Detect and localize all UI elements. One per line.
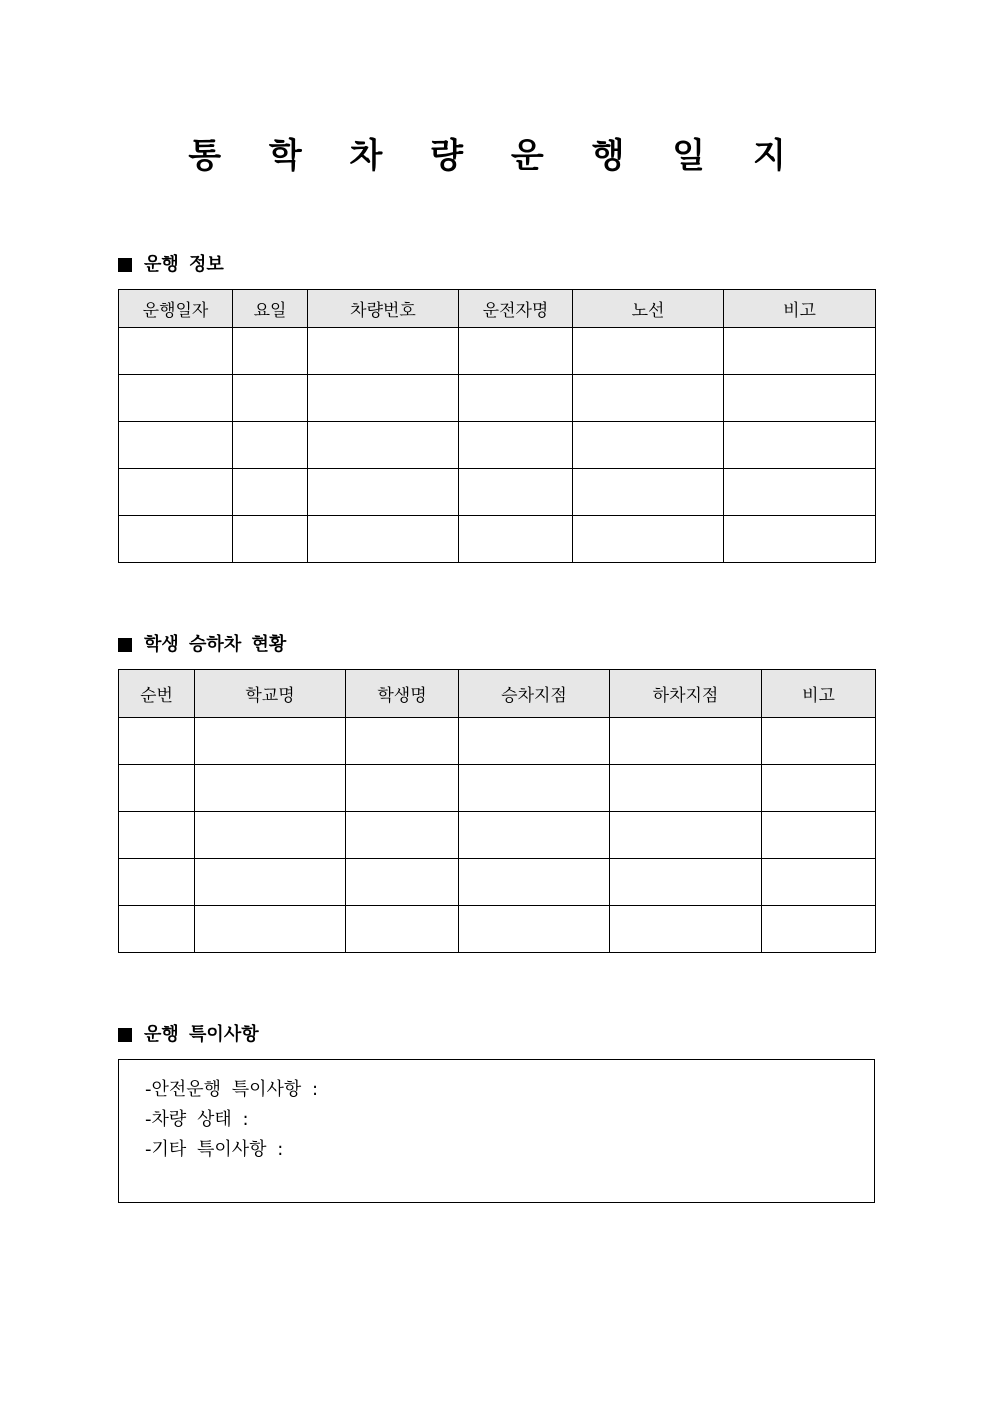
table-cell[interactable] (610, 765, 762, 812)
table-cell[interactable] (573, 516, 724, 563)
table-cell[interactable] (762, 812, 876, 859)
table-cell[interactable] (610, 718, 762, 765)
square-bullet-icon (118, 258, 132, 272)
table-cell[interactable] (195, 859, 346, 906)
table-row (119, 422, 876, 469)
table-row (119, 765, 876, 812)
section-heading-label: 운행 특이사항 (144, 1024, 259, 1045)
table-cell[interactable] (459, 812, 610, 859)
table-cell[interactable] (610, 859, 762, 906)
table-cell[interactable] (762, 765, 876, 812)
table-cell[interactable] (195, 906, 346, 953)
table-row (119, 375, 876, 422)
table-cell[interactable] (308, 328, 459, 375)
table-cell[interactable] (459, 718, 610, 765)
column-header-remarks: 비고 (724, 290, 876, 328)
student-boarding-table (118, 669, 876, 953)
table-cell[interactable] (233, 516, 308, 563)
table-cell[interactable] (195, 718, 346, 765)
note-other-remarks: -기타 특이사항 : (145, 1139, 284, 1160)
table-cell[interactable] (119, 422, 233, 469)
table-cell[interactable] (459, 765, 610, 812)
table-cell[interactable] (724, 375, 876, 422)
table-cell[interactable] (346, 765, 459, 812)
table-cell[interactable] (459, 375, 573, 422)
column-header-alighting-point: 하차지점 (610, 670, 762, 718)
table-row (119, 718, 876, 765)
table-cell[interactable] (308, 422, 459, 469)
table-cell[interactable] (119, 906, 195, 953)
table-cell[interactable] (119, 718, 195, 765)
table-cell[interactable] (573, 469, 724, 516)
column-header-weekday: 요일 (233, 290, 308, 328)
table-row (119, 328, 876, 375)
table-cell[interactable] (459, 906, 610, 953)
table-cell[interactable] (119, 375, 233, 422)
section-heading-operation-info (118, 253, 224, 277)
table-cell[interactable] (724, 422, 876, 469)
column-header-remarks: 비고 (762, 670, 876, 718)
table-cell[interactable] (346, 718, 459, 765)
table-cell[interactable] (346, 906, 459, 953)
table-cell[interactable] (119, 516, 233, 563)
column-header-driver-name: 운전자명 (459, 290, 573, 328)
column-header-route: 노선 (573, 290, 724, 328)
table-cell[interactable] (724, 469, 876, 516)
section-heading-label: 학생 승하차 현황 (144, 634, 287, 655)
table-cell[interactable] (308, 516, 459, 563)
table-row (119, 812, 876, 859)
table-cell[interactable] (119, 469, 233, 516)
table-cell[interactable] (233, 469, 308, 516)
column-header-number: 순번 (119, 670, 195, 718)
table-cell[interactable] (459, 859, 610, 906)
table-row (119, 516, 876, 563)
table-cell[interactable] (573, 422, 724, 469)
table-cell[interactable] (573, 328, 724, 375)
table-cell[interactable] (119, 812, 195, 859)
document-title: 통 학 차 량 운 행 일 지 (188, 136, 804, 176)
square-bullet-icon (118, 638, 132, 652)
column-header-vehicle-number: 차량번호 (308, 290, 459, 328)
table-cell[interactable] (308, 469, 459, 516)
table-cell[interactable] (195, 812, 346, 859)
table-cell[interactable] (610, 812, 762, 859)
table-cell[interactable] (119, 328, 233, 375)
note-vehicle-condition: -차량 상태 : (145, 1109, 249, 1130)
square-bullet-icon (118, 1028, 132, 1042)
section-heading-student-boarding (118, 633, 286, 657)
table-cell[interactable] (762, 718, 876, 765)
note-safety-remarks: -안전운행 특이사항 : (145, 1079, 319, 1100)
operation-notes-box[interactable] (118, 1059, 875, 1203)
column-header-student-name: 학생명 (346, 670, 459, 718)
table-cell[interactable] (195, 765, 346, 812)
table-cell[interactable] (119, 859, 195, 906)
table-cell[interactable] (724, 516, 876, 563)
table-cell[interactable] (459, 422, 573, 469)
table-cell[interactable] (724, 328, 876, 375)
column-header-school-name: 학교명 (195, 670, 346, 718)
table-cell[interactable] (233, 422, 308, 469)
operation-info-table (118, 289, 876, 563)
table-cell[interactable] (762, 906, 876, 953)
table-cell[interactable] (346, 859, 459, 906)
table-header-row (119, 290, 876, 328)
table-cell[interactable] (762, 859, 876, 906)
column-header-date: 운행일자 (119, 290, 233, 328)
table-cell[interactable] (573, 375, 724, 422)
table-cell[interactable] (308, 375, 459, 422)
table-cell[interactable] (610, 906, 762, 953)
table-row (119, 469, 876, 516)
table-header-row (119, 670, 876, 718)
table-row (119, 906, 876, 953)
table-cell[interactable] (346, 812, 459, 859)
column-header-boarding-point: 승차지점 (459, 670, 610, 718)
table-cell[interactable] (119, 765, 195, 812)
table-cell[interactable] (459, 469, 573, 516)
table-row (119, 859, 876, 906)
table-cell[interactable] (233, 375, 308, 422)
table-cell[interactable] (459, 516, 573, 563)
section-heading-label: 운행 정보 (144, 254, 224, 275)
table-cell[interactable] (459, 328, 573, 375)
section-heading-operation-notes (118, 1023, 259, 1047)
table-cell[interactable] (233, 328, 308, 375)
